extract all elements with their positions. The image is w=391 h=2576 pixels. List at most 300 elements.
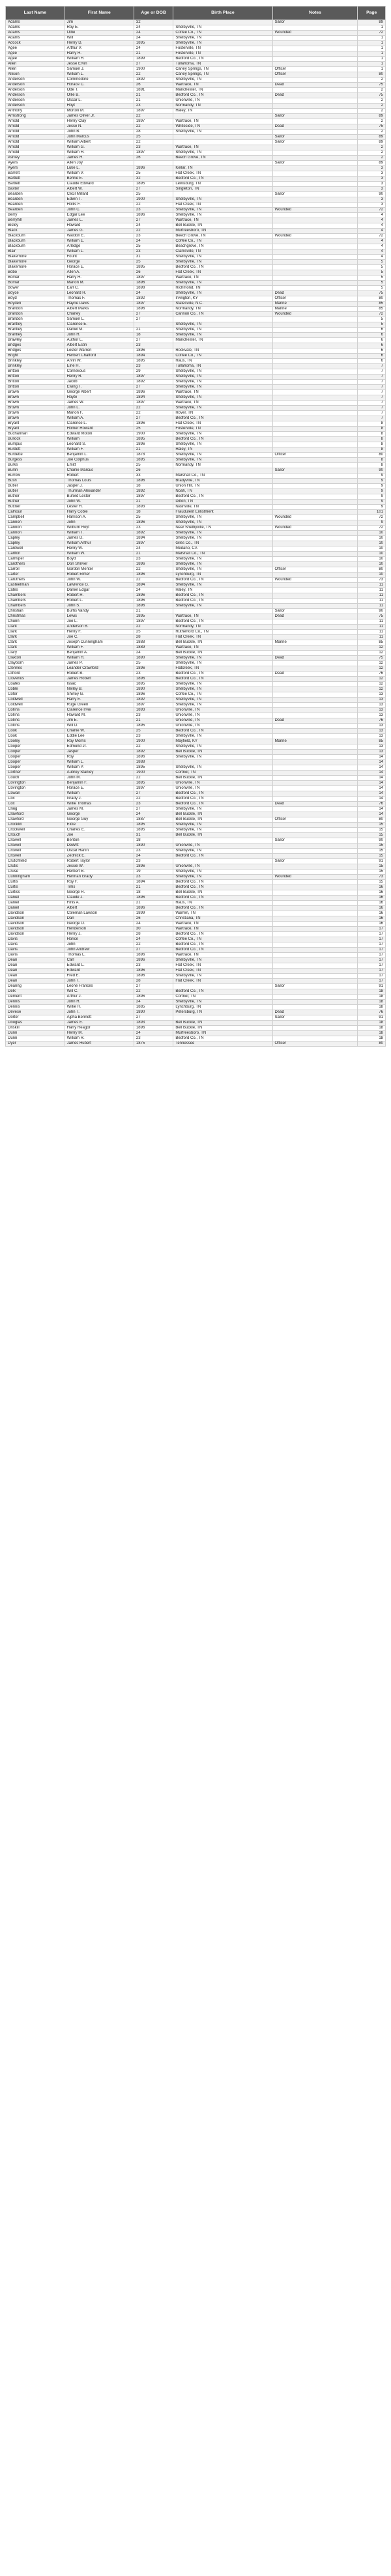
last-name-cell: Allison xyxy=(6,72,65,78)
page-cell: 17 xyxy=(358,927,386,932)
notes-cell xyxy=(272,922,358,927)
age-dob-cell: 1890 xyxy=(134,1010,173,1015)
table-row xyxy=(6,932,386,937)
last-name-cell: Bryant xyxy=(6,421,65,427)
age-dob-cell: 23 xyxy=(134,734,173,739)
table-row xyxy=(6,515,386,520)
birth-place-cell: Bedford Co., TN xyxy=(173,880,272,885)
table-row xyxy=(6,562,386,567)
age-dob-cell: 1895 xyxy=(134,182,173,187)
first-name-cell: Jim xyxy=(65,20,134,25)
notes-cell xyxy=(272,958,358,963)
birth-place-cell: Beech Grove, TN xyxy=(173,156,272,161)
age-dob-cell: 1888 xyxy=(134,760,173,765)
notes-cell: Officer xyxy=(272,453,358,458)
birth-place-cell: Shelbyville, TN xyxy=(173,687,272,692)
table-row xyxy=(6,922,386,927)
last-name-cell: Arnold xyxy=(6,130,65,135)
page-cell: 13 xyxy=(358,692,386,698)
notes-cell xyxy=(272,546,358,552)
age-dob-cell: 22 xyxy=(134,411,173,416)
page-cell: 4 xyxy=(358,229,386,234)
first-name-cell: Henry Clay xyxy=(65,119,134,124)
last-name-cell: Coldwell xyxy=(6,698,65,703)
last-name-cell: Blackburn xyxy=(6,234,65,239)
page-cell: 7 xyxy=(358,395,386,401)
first-name-cell: Henry R. xyxy=(65,375,134,380)
last-name-cell: Blakemore xyxy=(6,265,65,270)
birth-place-cell: Bedford Co., TN xyxy=(173,437,272,442)
notes-cell: Sailor xyxy=(272,859,358,864)
last-name-cell: Cortner xyxy=(6,771,65,776)
age-dob-cell: 25 xyxy=(134,463,173,468)
first-name-cell: Jacob xyxy=(65,380,134,385)
age-dob-cell: 24 xyxy=(134,25,173,31)
birth-place-cell: Murfreesboro, TN xyxy=(173,1031,272,1036)
page-cell: 9 xyxy=(358,494,386,500)
page-cell: 17 xyxy=(358,979,386,984)
age-dob-cell: 1893 xyxy=(134,708,173,713)
table-row xyxy=(6,937,386,942)
table-row xyxy=(6,817,386,823)
table-row xyxy=(6,541,386,546)
birth-place-cell: Bedford Co., TN xyxy=(173,896,272,901)
last-name-cell: Chambers xyxy=(6,604,65,609)
age-dob-cell: 21 xyxy=(134,98,173,104)
notes-cell xyxy=(272,703,358,708)
notes-cell xyxy=(272,458,358,463)
age-dob-cell: 22 xyxy=(134,229,173,234)
first-name-cell: Benjamin F. xyxy=(65,781,134,786)
first-name-cell: Oscar L. xyxy=(65,98,134,104)
birth-place-cell: Wartrace, TN xyxy=(173,145,272,150)
page-cell: 9 xyxy=(358,489,386,494)
first-name-cell: Horace E. xyxy=(65,265,134,270)
first-name-cell: Don Shriver xyxy=(65,562,134,567)
page-cell: 75 xyxy=(358,614,386,619)
page-cell: 3 xyxy=(358,203,386,208)
last-name-cell: Barrett xyxy=(6,171,65,177)
birth-place-cell: Shelbyville, TN xyxy=(173,328,272,333)
last-name-cell: Caruthers xyxy=(6,578,65,583)
table-row xyxy=(6,234,386,239)
age-dob-cell: 1894 xyxy=(134,880,173,885)
notes-cell xyxy=(272,744,358,750)
notes-cell xyxy=(272,797,358,802)
table-row xyxy=(6,609,386,614)
notes-cell: Officer xyxy=(272,817,358,823)
notes-cell xyxy=(272,427,358,432)
first-name-cell: Willie R. xyxy=(65,1005,134,1010)
birth-place-cell: Shelbyville, TN xyxy=(173,406,272,411)
age-dob-cell: 28 xyxy=(134,979,173,984)
table-row xyxy=(6,41,386,46)
age-dob-cell: 24 xyxy=(134,223,173,229)
notes-cell xyxy=(272,145,358,150)
notes-cell xyxy=(272,823,358,828)
birth-place-cell: Shelbyville, TN xyxy=(173,385,272,390)
table-row xyxy=(6,927,386,932)
last-name-cell: Campbell xyxy=(6,515,65,520)
age-dob-cell: 22 xyxy=(134,797,173,802)
table-row xyxy=(6,567,386,573)
first-name-cell: Buford Lester xyxy=(65,494,134,500)
page-cell: 5 xyxy=(358,270,386,276)
last-name-cell: Bumpus xyxy=(6,442,65,447)
age-dob-cell: 1895 xyxy=(134,724,173,729)
age-dob-cell: 1875 xyxy=(134,1041,173,1047)
first-name-cell: Arthur V. xyxy=(65,46,134,51)
birth-place-cell: Shelbyville, TN xyxy=(173,823,272,828)
page-cell: 3 xyxy=(358,166,386,171)
notes-cell xyxy=(272,442,358,447)
birth-place-cell: Flat Creek, TN xyxy=(173,635,272,640)
table-row xyxy=(6,197,386,203)
last-name-cell: Delk xyxy=(6,989,65,995)
age-dob-cell: 1895 xyxy=(134,765,173,771)
birth-place-cell: Kellar, TN xyxy=(173,166,272,171)
birth-place-cell: Bell Buckle, TN xyxy=(173,750,272,755)
notes-cell xyxy=(272,776,358,781)
page-cell: 11 xyxy=(358,588,386,593)
age-dob-cell: 22 xyxy=(134,942,173,948)
notes-cell xyxy=(272,333,358,338)
last-name-cell: Bobo xyxy=(6,270,65,276)
table-row xyxy=(6,823,386,828)
birth-place-cell: Shelbyville, TN xyxy=(173,520,272,526)
table-row xyxy=(6,687,386,692)
notes-cell xyxy=(272,885,358,890)
first-name-cell: James G. xyxy=(65,229,134,234)
notes-cell xyxy=(272,343,358,348)
header-age-dob: Age or DOB xyxy=(134,7,173,20)
table-row xyxy=(6,588,386,593)
first-name-cell: Ewing T. xyxy=(65,385,134,390)
table-row xyxy=(6,260,386,265)
birth-place-cell: Unionville, TN xyxy=(173,718,272,724)
birth-place-cell: Whiteside, TN xyxy=(173,124,272,130)
first-name-cell: Howard M. xyxy=(65,713,134,718)
age-dob-cell: 1896 xyxy=(134,213,173,218)
notes-cell: Sailor xyxy=(272,838,358,843)
first-name-cell: Arvin W. xyxy=(65,359,134,364)
table-row xyxy=(6,546,386,552)
table-row xyxy=(6,942,386,948)
birth-place-cell: Caney Springs, TN xyxy=(173,67,272,72)
page-cell: 15 xyxy=(358,864,386,870)
birth-place-cell: Rockvale, TN xyxy=(173,348,272,354)
first-name-cell: Benjamin A. xyxy=(65,651,134,656)
age-dob-cell: 1895 xyxy=(134,41,173,46)
birth-place-cell: Flat Creek, TN xyxy=(173,421,272,427)
table-row xyxy=(6,901,386,906)
age-dob-cell: 1885 xyxy=(134,1005,173,1010)
age-dob-cell: 24 xyxy=(134,812,173,817)
last-name-cell: Adams xyxy=(6,25,65,31)
page-cell: 6 xyxy=(358,333,386,338)
birth-place-cell: Wartrace, TN xyxy=(173,953,272,958)
first-name-cell: Fred E. xyxy=(65,974,134,979)
notes-cell: Marine xyxy=(272,307,358,312)
birth-place-cell: Shelbyville, TN xyxy=(173,260,272,265)
notes-cell xyxy=(272,244,358,249)
birth-place-cell xyxy=(173,20,272,25)
first-name-cell: Robert Taylor xyxy=(65,859,134,864)
table-row xyxy=(6,203,386,208)
birth-place-cell: Bedford Co., TN xyxy=(173,578,272,583)
last-name-cell: Christmas xyxy=(6,614,65,619)
first-name-cell: Grady J. xyxy=(65,797,134,802)
notes-cell xyxy=(272,760,358,765)
last-name-cell: Cannon xyxy=(6,520,65,526)
table-row xyxy=(6,328,386,333)
page-cell: 85 xyxy=(358,302,386,307)
page-cell: 18 xyxy=(358,1031,386,1036)
first-name-cell: William E. xyxy=(65,239,134,244)
last-name-cell: Clennes xyxy=(6,666,65,672)
page-cell: 85 xyxy=(358,739,386,744)
last-name-cell: Cooper xyxy=(6,755,65,760)
birth-place-cell: Caney Springs, TN xyxy=(173,72,272,78)
birth-place-cell: Bedford Co., TN xyxy=(173,599,272,604)
birth-place-cell: Flat Creek, TN xyxy=(173,963,272,969)
age-dob-cell: 1896 xyxy=(134,953,173,958)
table-row xyxy=(6,604,386,609)
age-dob-cell: 1892 xyxy=(134,698,173,703)
table-row xyxy=(6,135,386,140)
first-name-cell: Elrie H. xyxy=(65,364,134,369)
notes-cell xyxy=(272,843,358,849)
birth-place-cell: Tullahoma, TN xyxy=(173,364,272,369)
first-name-cell: Behrie E. xyxy=(65,177,134,182)
first-name-cell: Luke L. xyxy=(65,166,134,171)
age-dob-cell: 1895 xyxy=(134,614,173,619)
page-cell: 17 xyxy=(358,953,386,958)
first-name-cell: Eldie xyxy=(65,823,134,828)
age-dob-cell: 18 xyxy=(134,890,173,896)
age-dob-cell: 22 xyxy=(134,989,173,995)
notes-cell xyxy=(272,78,358,83)
notes-cell xyxy=(272,948,358,953)
page-cell: 13 xyxy=(358,708,386,713)
notes-cell xyxy=(272,177,358,182)
page-cell: 14 xyxy=(358,786,386,791)
first-name-cell: Edwin T. xyxy=(65,197,134,203)
notes-cell: Dead xyxy=(272,124,358,130)
last-name-cell: Anderson xyxy=(6,93,65,98)
age-dob-cell: 1900 xyxy=(134,771,173,776)
page-cell: 8 xyxy=(358,458,386,463)
table-row xyxy=(6,249,386,255)
notes-cell: Officer xyxy=(272,296,358,302)
page-cell: 6 xyxy=(358,359,386,364)
first-name-cell: Ruge Green xyxy=(65,703,134,708)
page-cell: 1 xyxy=(358,36,386,41)
age-dob-cell: 1896 xyxy=(134,307,173,312)
notes-cell xyxy=(272,369,358,375)
table-row xyxy=(6,625,386,630)
page-cell: 72 xyxy=(358,312,386,317)
notes-cell xyxy=(272,328,358,333)
page-cell: 72 xyxy=(358,515,386,520)
age-dob-cell: 23 xyxy=(134,343,173,348)
page-cell: 10 xyxy=(358,562,386,567)
table-row xyxy=(6,359,386,364)
page-cell: 2 xyxy=(358,150,386,156)
notes-cell xyxy=(272,484,358,489)
page-cell: 10 xyxy=(358,546,386,552)
table-row xyxy=(6,797,386,802)
last-name-cell: Calhoun xyxy=(6,510,65,515)
page-cell: 14 xyxy=(358,755,386,760)
first-name-cell: John T. xyxy=(65,979,134,984)
birth-place-cell: Shelbyville, TN xyxy=(173,78,272,83)
page-cell: 72 xyxy=(358,234,386,239)
age-dob-cell: 1896 xyxy=(134,166,173,171)
first-name-cell: John Marcus xyxy=(65,135,134,140)
notes-cell xyxy=(272,1005,358,1010)
notes-cell xyxy=(272,682,358,687)
page-cell: 14 xyxy=(358,776,386,781)
first-name-cell: Lester H. xyxy=(65,505,134,510)
last-name-cell: Brown xyxy=(6,395,65,401)
page-cell: 15 xyxy=(358,843,386,849)
birth-place-cell: Bedford Co., TN xyxy=(173,57,272,62)
first-name-cell: George xyxy=(65,812,134,817)
last-name-cell: Dean xyxy=(6,979,65,984)
age-dob-cell: 23 xyxy=(134,672,173,677)
notes-cell xyxy=(272,995,358,1000)
table-row xyxy=(6,354,386,359)
notes-cell: Marine xyxy=(272,739,358,744)
birth-place-cell: Bedford Co., TN xyxy=(173,854,272,859)
first-name-cell: Odie xyxy=(65,31,134,36)
age-dob-cell: 27 xyxy=(134,338,173,343)
first-name-cell: William V. xyxy=(65,171,134,177)
page-cell: 72 xyxy=(358,31,386,36)
age-dob-cell: 1892 xyxy=(134,750,173,755)
table-row xyxy=(6,1015,386,1021)
birth-place-cell: Bedford Co., TN xyxy=(173,932,272,937)
table-row xyxy=(6,223,386,229)
birth-place-cell: Bell Buckle, TN xyxy=(173,817,272,823)
age-dob-cell: 27 xyxy=(134,62,173,67)
table-row xyxy=(6,791,386,797)
first-name-cell: Clarence Irvie xyxy=(65,708,134,713)
age-dob-cell: 1896 xyxy=(134,562,173,567)
first-name-cell: Arledge xyxy=(65,244,134,249)
table-row xyxy=(6,916,386,922)
last-name-cell: Burrow xyxy=(6,474,65,479)
notes-cell xyxy=(272,171,358,177)
last-name-cell: Cooper xyxy=(6,750,65,755)
notes-cell xyxy=(272,406,358,411)
birth-place-cell xyxy=(173,760,272,765)
first-name-cell: Will D. xyxy=(65,724,134,729)
page-cell: 2 xyxy=(358,156,386,161)
table-row xyxy=(6,302,386,307)
age-dob-cell: 27 xyxy=(134,1015,173,1021)
last-name-cell: Adams xyxy=(6,36,65,41)
birth-place-cell: Shelbyville, TN xyxy=(173,197,272,203)
last-name-cell: Allen xyxy=(6,62,65,67)
notes-cell xyxy=(272,1021,358,1026)
first-name-cell: Hoyt xyxy=(65,104,134,109)
first-name-cell: Hollis F. xyxy=(65,203,134,208)
table-row xyxy=(6,437,386,442)
first-name-cell: James W. xyxy=(65,401,134,406)
last-name-cell: Collins xyxy=(6,718,65,724)
first-name-cell: Cecil Millard xyxy=(65,192,134,197)
table-row xyxy=(6,552,386,557)
first-name-cell: John W. xyxy=(65,578,134,583)
page-cell: 9 xyxy=(358,484,386,489)
last-name-cell: Dennis xyxy=(6,1005,65,1010)
birth-place-cell: Shelbyville, TN xyxy=(173,130,272,135)
birth-place-cell: Bell Buckle, TN xyxy=(173,223,272,229)
first-name-cell: Henry W. xyxy=(65,546,134,552)
page-cell: 13 xyxy=(358,703,386,708)
notes-cell xyxy=(272,281,358,286)
table-row xyxy=(6,807,386,812)
header-first-name: First Name xyxy=(65,7,134,20)
page-cell: 17 xyxy=(358,958,386,963)
last-name-cell: Bright xyxy=(6,354,65,359)
age-dob-cell: 18 xyxy=(134,484,173,489)
first-name-cell: Leonard S. xyxy=(65,442,134,447)
first-name-cell: Robert L. xyxy=(65,599,134,604)
birth-place-cell: Bedford Co., TN xyxy=(173,177,272,182)
birth-place-cell: Unionville, TN xyxy=(173,724,272,729)
table-row xyxy=(6,192,386,197)
notes-cell xyxy=(272,854,358,859)
page-cell: 11 xyxy=(358,583,386,588)
first-name-cell: Daniel M. xyxy=(65,328,134,333)
age-dob-cell: 1896 xyxy=(134,421,173,427)
first-name-cell: Albert Marks xyxy=(65,307,134,312)
birth-place-cell: Flat Creek, TN xyxy=(173,171,272,177)
table-row xyxy=(6,969,386,974)
notes-cell xyxy=(272,781,358,786)
age-dob-cell: 1894 xyxy=(134,536,173,541)
last-name-cell: Baxter xyxy=(6,187,65,192)
last-name-cell: Boyd xyxy=(6,296,65,302)
page-cell: 7 xyxy=(358,401,386,406)
notes-cell xyxy=(272,536,358,541)
first-name-cell: James P. xyxy=(65,661,134,666)
first-name-cell: William A. xyxy=(65,416,134,421)
first-name-cell: Will C. xyxy=(65,989,134,995)
table-row xyxy=(6,171,386,177)
first-name-cell: Jasper J. xyxy=(65,484,134,489)
birth-place-cell: Bedford Co., TN xyxy=(173,802,272,807)
birth-place-cell: Bedford Co., TN xyxy=(173,416,272,421)
birth-place-cell: Bradyville, TN xyxy=(173,479,272,484)
first-name-cell: Roy E. xyxy=(65,25,134,31)
table-row xyxy=(6,312,386,317)
table-row xyxy=(6,489,386,494)
table-row xyxy=(6,781,386,786)
last-name-cell: Chambers xyxy=(6,599,65,604)
table-row xyxy=(6,421,386,427)
last-name-cell: Couch xyxy=(6,776,65,781)
last-name-cell: Brown xyxy=(6,406,65,411)
table-row xyxy=(6,338,386,343)
page-cell: 11 xyxy=(358,619,386,625)
table-row xyxy=(6,161,386,166)
notes-cell xyxy=(272,729,358,734)
birth-place-cell: Shelbyville, TN xyxy=(173,432,272,437)
